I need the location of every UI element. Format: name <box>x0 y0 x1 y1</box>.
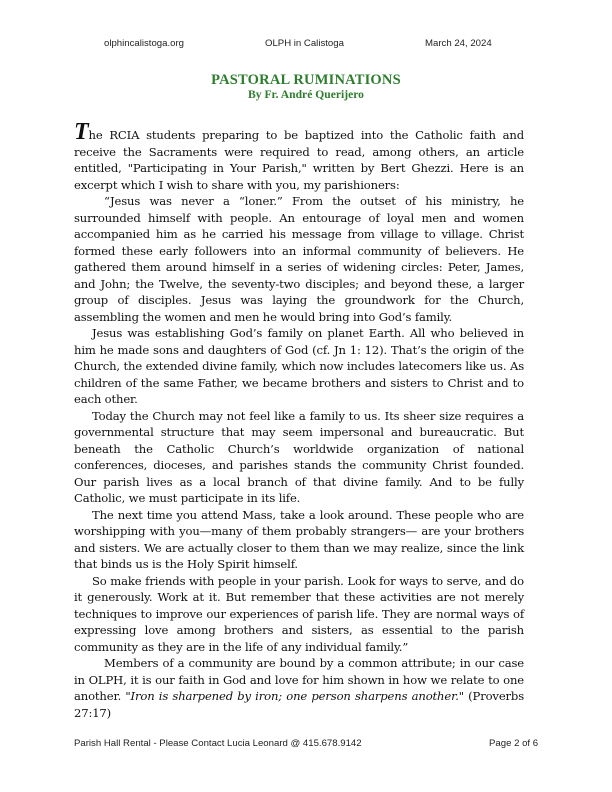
header-site-url: olphincalistoga.org <box>104 38 185 49</box>
intro-text: he RCIA students preparing to be baptized into the Catholic faith and receive the Sacraments were required to read, among others, an article entitled, "Participating in Your Parish," written by Bert Ghezzi. Here is an excerpt which I wish to share with you, my parishioners: <box>74 128 524 192</box>
header-date: March 24, 2024 <box>425 38 492 49</box>
proverb-quote: "Iron is sharpened by iron; one person sharpens another." <box>125 689 464 703</box>
page-header <box>0 38 612 52</box>
proverb-reference: (Proverbs 27:17) <box>74 689 525 720</box>
article-byline: By Fr. André Querijero <box>248 88 364 101</box>
article-title: PASTORAL RUMINATIONS <box>211 72 401 88</box>
drop-cap: T <box>74 119 89 145</box>
closing-text: Members of a community are bound by a common attribute; in our case in OLPH, it is our faith in God and love for him shown in how we relate to one another. <box>74 656 524 703</box>
excerpt-paragraph-2: Jesus was establishing God’s family on planet Earth. All who believed in him he made sons and daughters of God (cf. Jn 1: 12). That’s the origin of the Church, the extended divine family, which now includes latecomers like us. As children of the same Father, we became brothers and sisters to Christ and to each other. <box>74 326 524 406</box>
article-heading <box>0 72 612 102</box>
footer-page-number: Page 2 of 6 <box>489 738 539 749</box>
excerpt-paragraph-1: “Jesus was never a “loner.” From the outset of his ministry, he surrounded himself with people. An entourage of loyal men and women accompanied him as he carried his message from village to village. Christ formed these early followers into an informal community of believers. He gathered them around himself in a series of widening circles: Peter, James, and John; the Twelve, the seventy-two disciples; and beyond these, a larger group of disciples. Jesus was laying the groundwork for the Church, assembling the women and men he would bring into God’s family. <box>74 194 524 324</box>
page-footer <box>0 738 612 752</box>
excerpt-paragraph-5: So make friends with people in your parish. Look for ways to serve, and do it generously. Work at it. But remember that these activities are not merely techniques to improve our experiences of parish life. They are normal ways of expressing love among brothers and sisters, as essential to the parish community as they are in the life of any individual family.” <box>74 573 524 654</box>
excerpt-paragraph-3: Today the Church may not feel like a family to us. Its sheer size requires a governmental structure that may seem impersonal and bureaucratic. But beneath the Catholic Church’s worldwide organization of national conferences, dioceses, and parishes stands the community Christ founded. Our parish lives as a local branch of that divine family. And to be fully Catholic, we must participate in its life. <box>74 408 524 505</box>
footer-hall-rental: Parish Hall Rental - Please Contact Lucia Leonard @ 415.678.9142 <box>74 738 362 749</box>
intro-paragraph <box>74 119 524 193</box>
header-parish-name: OLPH in Calistoga <box>265 38 344 49</box>
article-body <box>74 119 525 721</box>
excerpt-paragraph-4: The next time you attend Mass, take a look around. These people who are worshipping with you—many of them probably strangers— are your brothers and sisters. We are actually closer to them than we may realize, since the link that binds us is the Holy Spirit himself. <box>74 507 524 571</box>
closing-paragraph <box>74 655 524 721</box>
